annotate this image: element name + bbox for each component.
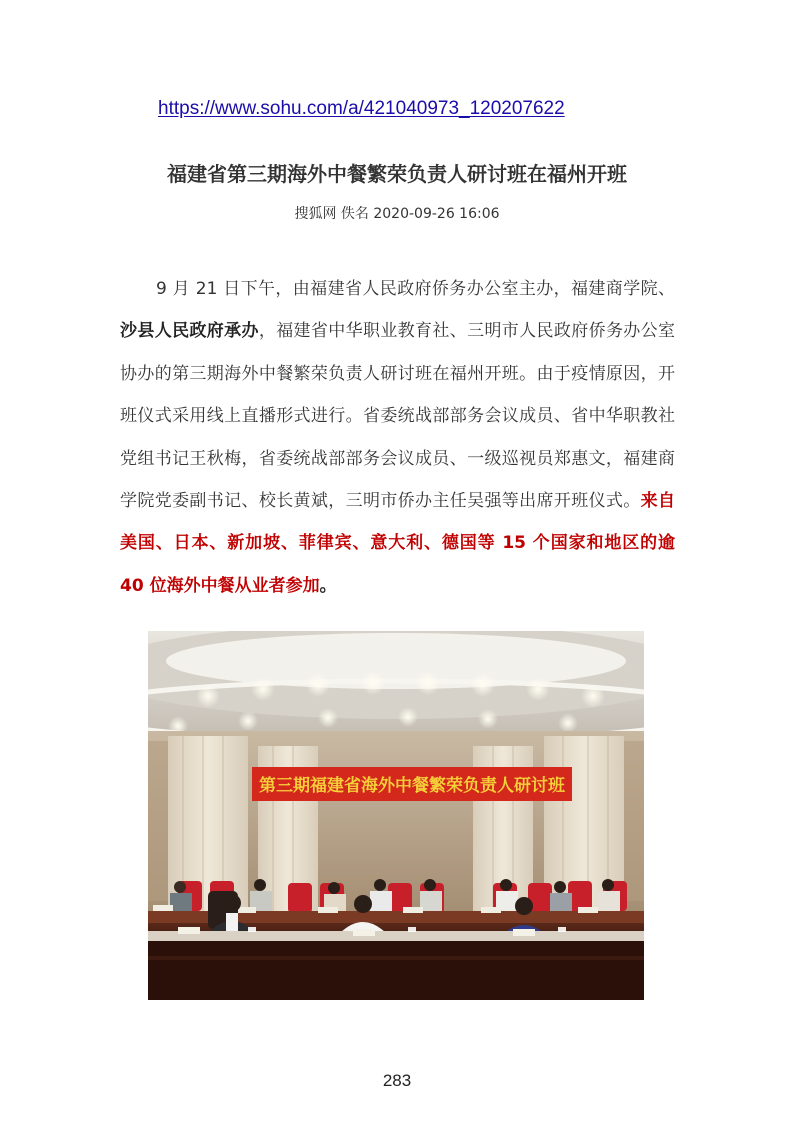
article-title: 福建省第三期海外中餐繁荣负责人研讨班在福州开班 bbox=[167, 162, 627, 186]
source-url-link[interactable]: https://www.sohu.com/a/421040973_120207622 bbox=[158, 98, 565, 119]
paragraph-text-part1: 9 月 21 日下午，由福建省人民政府侨务办公室主办，福建商学院、 bbox=[156, 279, 675, 299]
article-meta: 搜狐网 佚名 2020-09-26 16:06 bbox=[294, 206, 500, 222]
paragraph-highlight-red: 来自美国、日本、新加坡、菲律宾、意大利、德国等 15 个国家和地区的逾 40 位海外中餐从业者参加 bbox=[120, 491, 676, 596]
paragraph-end-mark: 。 bbox=[319, 575, 337, 596]
page-number: 283 bbox=[382, 1071, 412, 1090]
article-paragraph bbox=[120, 268, 675, 607]
banner-text: 第三期福建省海外中餐繁荣负责人研讨班 bbox=[259, 776, 565, 796]
meeting-photo bbox=[148, 631, 644, 1000]
paragraph-bold-organizer: 沙县人民政府承办 bbox=[120, 321, 259, 342]
paragraph-text-part2: ，福建省中华职业教育社、三明市人民政府侨务办公室协办的第三期海外中餐繁荣负责人研讨班在福州开班。由于疫情原因，开班仪式采用线上直播形式进行。省委统战部部务会议成员、省中华职教社党组书记王秋梅，省委统战部部务会议成员、一级巡视员郑惠文，福建商学院党委副书记、校长黄斌，三明市侨办主任吴强等出席开班仪式。 bbox=[120, 321, 676, 512]
